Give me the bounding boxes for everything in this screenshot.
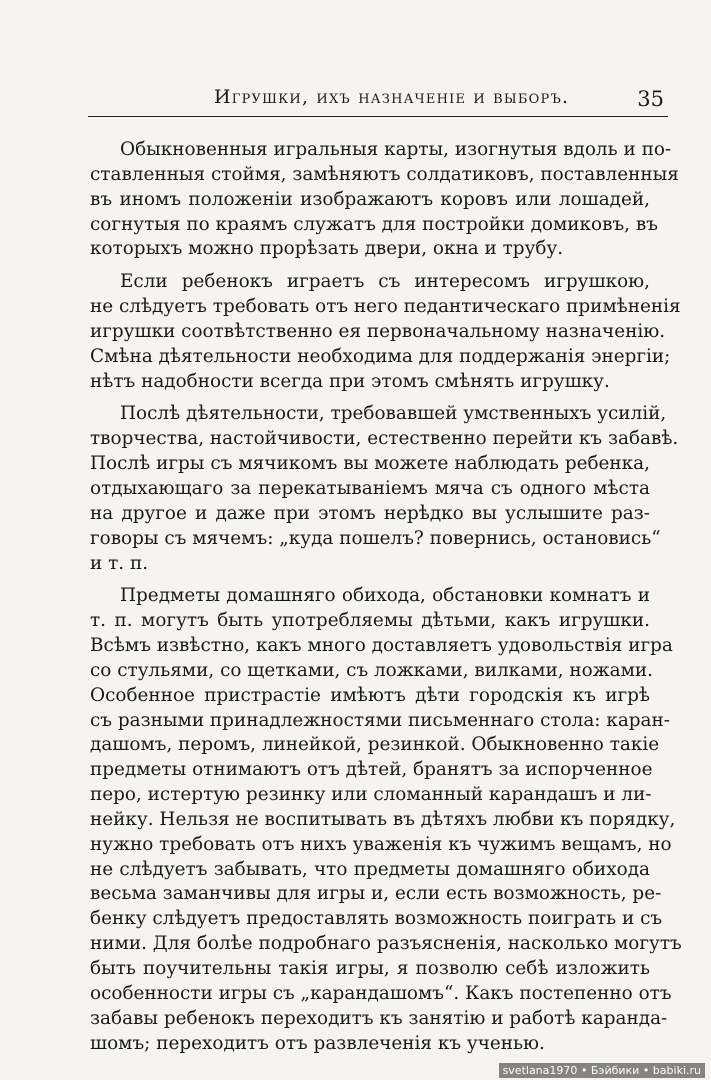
paragraph — [90, 584, 682, 1056]
watermark: svetlana1970 • Бэйбики • babiki.ru — [499, 1063, 705, 1078]
page-header — [88, 82, 668, 118]
text-line: творчества, настойчивости, естественно перейти къ забавѣ. — [90, 428, 679, 450]
running-title: Игрушки, ихъ назначеніе и выборъ. — [214, 86, 570, 108]
page-number: 35 — [637, 87, 664, 111]
text-line: Если ребенокъ играетъ съ интересомъ игрушкою, — [120, 271, 650, 293]
text-line: нѣтъ надобности всегда при этомъ смѣнять игрушку. — [90, 370, 610, 392]
text-line: весьма заманчивы для игры и, если есть возможность, ре- — [90, 883, 662, 905]
text-line: дашомъ, перомъ, линейкой, резинкой. Обыкновенно такіе — [90, 734, 660, 756]
paragraph-gap — [90, 394, 650, 402]
paragraph-gap — [90, 576, 650, 584]
text-line: согнутыя по краямъ служатъ для постройки домиковъ, въ — [90, 213, 658, 235]
paragraph — [90, 270, 681, 394]
text-line: со стульями, со щетками, съ ложками, вилками, ножами. — [90, 659, 654, 681]
text-line: которыхъ можно прорѣзать двери, окна и трубу. — [90, 238, 564, 260]
text-line: Особенное пристрастіе имѣютъ дѣти городскія къ игрѣ — [90, 684, 650, 706]
text-line: нужно требовать отъ нихъ уваженія къ чужимъ вещамъ, но — [90, 833, 672, 855]
text-line: Послѣ дѣятельности, требовавшей умственныхъ усилій, — [120, 403, 667, 425]
text-line: Всѣмъ извѣстно, какъ много доставляетъ удовольствія игра — [90, 635, 673, 657]
text-line: перо, истертую резинку или сломанный карандашъ и ли- — [90, 784, 652, 806]
paragraph — [90, 402, 679, 576]
text-line: и т. п. — [90, 552, 149, 574]
header-rule — [88, 116, 668, 117]
text-line: бенку слѣдуетъ предоставлять возможность поиграть и съ — [90, 908, 663, 930]
paragraph-gap — [90, 262, 650, 270]
text-line: быть поучительны такія игры, я позволю себѣ изложить — [90, 958, 650, 979]
text-line: Послѣ игры съ мячикомъ вы можете наблюдать ребенка, — [90, 453, 650, 475]
text-line: на другое и даже при этомъ нерѣдко вы услышите раз- — [90, 502, 650, 524]
text-line: Предметы домашняго обихода, обстановки комнатъ и — [120, 585, 650, 607]
text-line: ними. Для болѣе подробнаго разъясненія, насколько могутъ — [90, 933, 682, 955]
text-line: игрушки соотвѣтственно ея первоначальному назначенію. — [90, 320, 666, 342]
text-line: въ иномъ положеніи изображаютъ коровъ или лошадей, — [90, 188, 650, 210]
text-line: не слѣдуетъ требовать отъ него педантическаго примѣненія — [90, 296, 681, 318]
text-line: т. п. могутъ быть употребляемы дѣтьми, какъ игрушки. — [90, 610, 650, 632]
paragraph — [90, 138, 679, 262]
text-line: Обыкновенныя игральныя карты, изогнутыя вдоль и по- — [120, 139, 672, 160]
text-line: не слѣдуетъ забывать, что предметы домашняго обихода — [90, 858, 650, 880]
text-line: съ разными принадлежностями письменнаго стола: каран- — [90, 709, 670, 731]
text-line: говоры съ мячемъ: „куда пошелъ? повернись, остановись“ — [90, 527, 661, 549]
text-line: ставленныя стоймя, замѣняютъ солдатиковъ, поставленныя — [90, 163, 679, 185]
text-line: шомъ; переходитъ отъ развлеченія къ ученью. — [90, 1032, 545, 1054]
text-line: Смѣна дѣятельности необходима для поддержанія энергіи; — [90, 345, 671, 367]
text-line: нейку. Нельзя не воспитывать въ дѣтяхъ любви къ порядку, — [90, 808, 676, 830]
text-line: предметы отнимаютъ отъ дѣтей, бранятъ за испорченное — [90, 759, 653, 781]
text-line: отдыхающаго за перекатываніемъ мяча съ одного мѣста — [90, 477, 650, 499]
text-line: забавы ребенокъ переходитъ къ занятію и работѣ каранда- — [90, 1007, 668, 1029]
body-text — [90, 138, 682, 1056]
text-line: особенности игры съ „карандашомъ“. Какъ постепенно отъ — [90, 982, 672, 1004]
